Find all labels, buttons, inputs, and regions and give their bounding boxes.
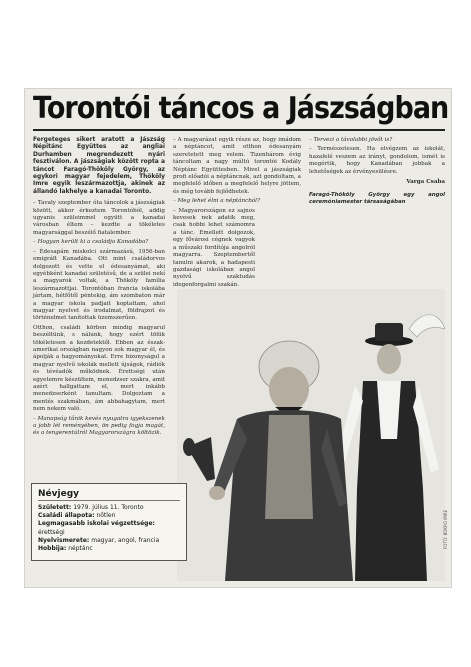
column-2 <box>173 137 301 291</box>
info-row <box>38 504 180 512</box>
paragraph: – Magyarországon ez sajnos kevesek nek adatik meg, csak hobbi lehet számomra a tánc. Emellett dolgozok, egy fővárosi cégnek vagyok a műszaki fordítója angolról magyarra. Szeptembertől tanulni akarok, a hadapesti gazdasági iskolában angol nyelvű szaktudás idegenforgalmi szakán. <box>173 207 255 288</box>
photo-caption: Faragó-Thököly György egy angol ceremóniamester társaságában <box>309 192 445 206</box>
paragraph: – Édesapám miskolci származású, 1956-ban emigrált Kanadába. Ott mint családorvos dolgozott és vette el édesanyámat, aki egyébként kanadai születésű, de a szülei nekí a magyarok voltak, a Thököly família leszármazottjai. Torontóban francia iskolába jártam, hétfőtől péntekig, ám szombaton már a magyar iskola padjait koptattam, ahol magyar nyelvet és irodalmat, földrajzot és történelmet tanítottak üzemszerűen. <box>33 248 165 322</box>
info-value: nőtlen <box>96 512 116 520</box>
question: – Manapság tűnik kevés nyugatra igyekszenek a jobb lét reményében, ön pedig fogja magát, és a tengerentúlról Magyarországra költözik. <box>33 415 165 437</box>
info-box-title: Névjegy <box>38 488 180 501</box>
info-label: Hobbija: <box>38 545 67 553</box>
photo-credit: FOTÓ: BOKRO IMRE <box>443 509 448 549</box>
headline-rule <box>33 129 445 131</box>
info-label: Nyelvismerete: <box>38 536 90 544</box>
info-box <box>31 483 187 561</box>
paragraph: Otthon, családi körben mindig magyarul beszéltünk, s nálunk, hogy ezért tölük tökéletesen a kezdetektől. Ebben az észak-amerikai országban nagyon sok magyar él, és ápolják a hagyományokat. Erre bizonyságul a magyar nyelvű iskolák mellett újságok, rádiók és tévéadók működnek. Érettségi után egyetemre készültem, menedzser szakra, amit azért hallgattam el, mert inkább menedzserként tanultam. Dolgoztam a mentés szakmában, ám abbahagytam, mert nem nekem való. <box>33 324 165 413</box>
headline: Torontói táncos a Jászságban <box>33 91 449 126</box>
info-value: 1979. július 11. Toronto <box>73 504 144 511</box>
author-signature: Varga Csaba <box>406 179 445 186</box>
lead-paragraph: Fergeteges sikert aratott a Jászság Népitánc Együttes az angliai Durhamben megrendezett nyári fesztiválon. A jászságiak között ropta a táncot Faragó-Thököly György, az egykori magyar fejedelem, Thököly Imre egyik leszármazottja, akinek az állandó lakhelye a kanadai Toronto. <box>33 137 165 195</box>
column-1 <box>33 137 165 440</box>
dancers-photo <box>177 289 445 581</box>
info-value: magyar, angol, francia <box>91 536 160 544</box>
column-3 <box>309 137 445 208</box>
info-label: Családi állapota: <box>38 512 95 520</box>
info-value: néptánc <box>68 545 93 553</box>
info-row <box>38 512 180 520</box>
info-row <box>38 520 180 536</box>
info-label: Született: <box>38 504 72 511</box>
question: – Tervezi a távolabbi jövőt is? <box>309 137 393 143</box>
info-value: érettségi <box>38 528 65 536</box>
paragraph: – Tavaly szeptember óta táncolok a jászságiak között, akkor érkeztem Torontóból, addig ugyanis szüleimmel együtt a kanadai városban éltem – kezdte a tökéletes magyarsággal beszélő fiatalember. <box>33 200 165 236</box>
newspaper-clipping <box>24 88 452 588</box>
info-label: Legmagasabb iskolai végzettsége: <box>38 520 155 528</box>
info-row <box>38 545 180 553</box>
question: – Meg lehet élni a néptáncból? <box>173 198 260 205</box>
paragraph: – A magyarázat egyik része az, hogy imádom a néptáncot, amit otthon édesanyám szeretetett meg velem. Tizenhárom évig táncoltam a nagy múltú torontói Kodály Néptánc Együttesben. Mivel a jászságiak profi előadói a néptáncnak, azt gondoltam, a megfelelő időben a megfelelő helyre jöttem, és még tovább fejlődhetek. <box>173 137 301 195</box>
question: – Hogyan került ki a családja Kanadába? <box>33 239 149 246</box>
paragraph: – Természetesen. Ha elvégzem az iskolát, hazafelé veszem az irányt, gondolom, ismét is megértik, hogy Kanadában jobbak a lehetőségek az érvényesülésre. <box>309 146 445 175</box>
info-row <box>38 537 180 545</box>
